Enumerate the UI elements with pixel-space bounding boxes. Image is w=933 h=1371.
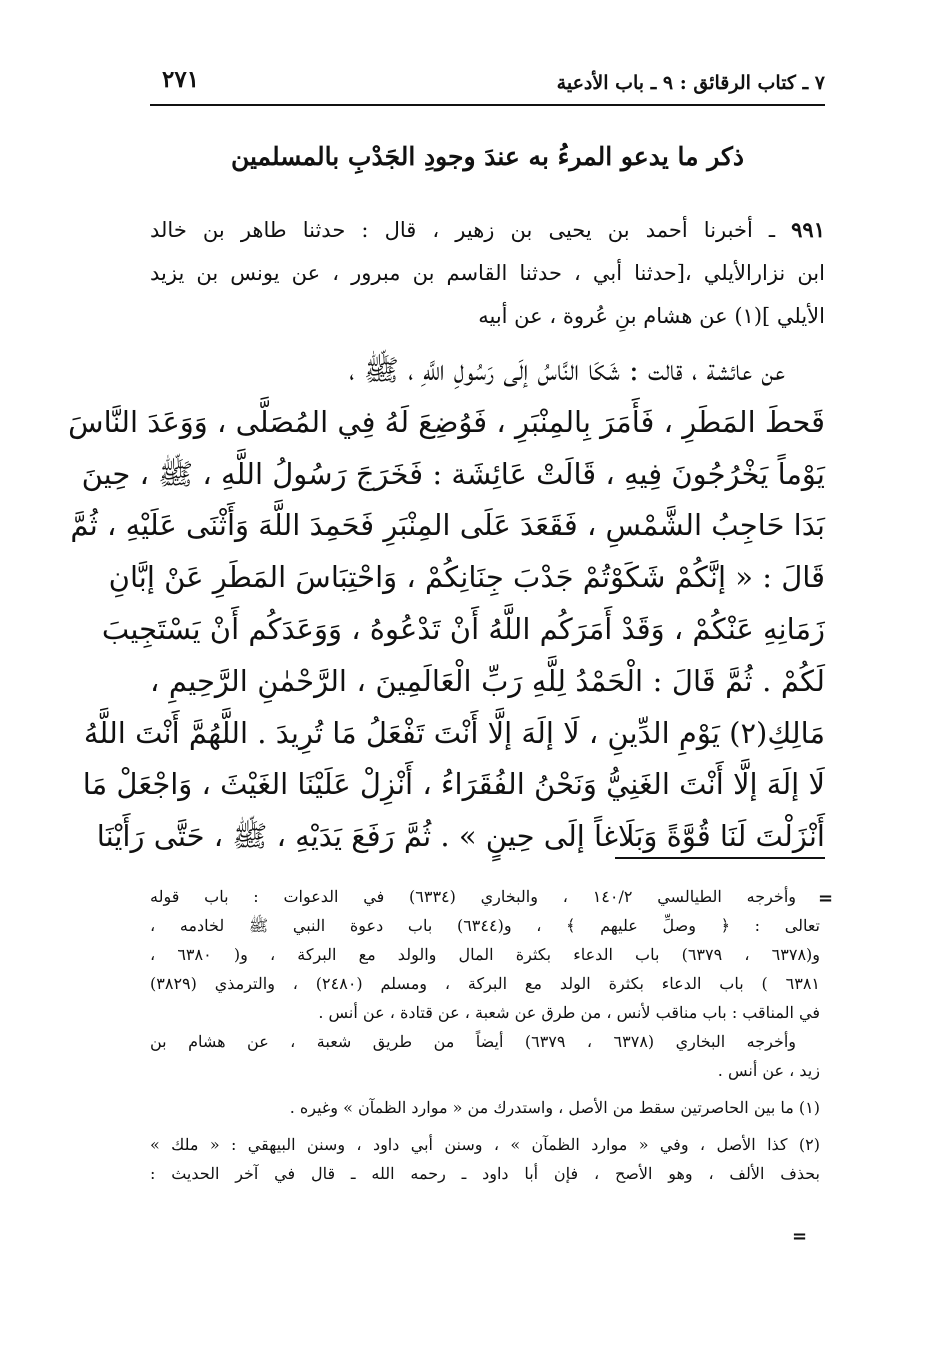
- isnad-line: [150, 208, 825, 252]
- isnad-text: ـ أخبرنا أحمد بن يحيى بن زهير ، قال : حدثنا طاهر بن خالد: [150, 218, 792, 242]
- footnote-line: و(٦٣٧٨ ، ٦٣٧٩) باب الدعاء بكثرة المال والولد مع البركة ، و( ٦٣٨٠ ،: [150, 945, 821, 964]
- footnote-2-line: بحذف الألف ، وهو الأصح ، فإن أبا داود ـ رحمه الله ـ قال في آخر الحديث :: [150, 1164, 820, 1183]
- isnad-paragraph: [150, 208, 825, 338]
- page-header: [150, 62, 825, 102]
- page-number: ٢٧١: [162, 66, 200, 93]
- isnad-line: الأيلي ](١) عن هشام بنِ عُروة ، عن أبيه: [478, 304, 825, 328]
- footnote-line: وأخرجه الطيالسي ١٤٠/٢ ، والبخاري (٦٣٣٤) في الدعوات : باب قوله: [150, 887, 796, 906]
- hadith-line: لَا إلَهَ إلَّا أَنْتَ الغَنِيُّ وَنَحْنُ الفُقَرَاءُ ، أَنْزِلْ عَلَيْنَا الغَيْثَ ، وَاجْعَلْ مَا: [82, 767, 825, 802]
- continuation-mark-top: =: [818, 888, 834, 909]
- hadith-line: بَدَا حَاجِبُ الشَّمْسِ ، فَقَعَدَ عَلَى المِنْبَرِ فَحَمِدَ اللَّهَ وَأَثْنَى عَلَيْهِ ، ثُمَّ: [70, 508, 825, 543]
- hadith-line: أَنْزَلْتَ لَنَا قُوَّةً وَبَلَاغاً إلَى حِينٍ » . ثُمَّ رَفَعَ يَدَيْهِ ، ﷺ ، حَتَّى رَأَيْنَا: [96, 819, 825, 854]
- hadith-text: [68, 345, 825, 863]
- footnote-line: وأخرجه البخاري (٦٣٧٨ ، ٦٣٧٩) أيضاً من طريق شعبة ، عن هشام بن: [150, 1032, 797, 1051]
- hadith-line: قَحطَ المَطَرِ ، فَأَمَرَ بِالمِنْبَرِ ، فَوُضِعَ لَهُ فِي المُصَلَّى ، وَوَعَدَ النَّاسَ: [68, 404, 825, 439]
- hadith-line: قَالَ : « إنَّكُمْ شَكَوْتُمْ جَدْبَ جِنَانِكُمْ ، وَاحْتِبَاسَ المَطَرِ عَنْ إبَّانِ: [108, 560, 825, 595]
- hadith-line: زَمَانِهِ عَنْكُمْ ، وَقَدْ أَمَرَكُم اللَّهُ أَنْ تَدْعُوهُ ، وَوَعَدَكُم أَنْ يَسْتَجِيبَ: [101, 611, 825, 646]
- hadith-line: عن عائشة ، قالت : شَكَا النَّاسُ إلَى رَسُولِ اللَّهِ ، ﷺ ،: [349, 353, 785, 387]
- footnote-separator: [615, 857, 825, 859]
- footnote-line: تعالى : ﴿ وصلِّ عليهم ﴾ ، و(٦٣٤٤) باب دعوة النبي ﷺ لخادمه ،: [150, 916, 821, 935]
- footnote-1: (١) ما بين الحاصرتين سقط من الأصل ، واستدرك من « موارد الظمآن » وغيره .: [289, 1098, 820, 1117]
- footnote-gap: [150, 1085, 840, 1093]
- header-rule: [150, 104, 825, 106]
- footnote-2-line: (٢) كذا الأصل ، وفي « موارد الظمآن » ، وسنن أبي داود ، وسنن البيهقي : « ملك »: [150, 1135, 820, 1154]
- chapter-title: ذكر ما يدعو المرءُ به عندَ وجودِ الجَدْبِ بالمسلمين: [230, 142, 745, 171]
- footnote-line: في المناقب : باب مناقب لأنس ، من طرق عن شعبة ، عن قتادة ، عن أنس .: [318, 1003, 820, 1022]
- footnote-gap: [150, 1122, 840, 1130]
- continuation-mark-bottom: =: [792, 1226, 808, 1247]
- hadith-number: ٩٩١: [791, 217, 825, 242]
- isnad-line: ابن نزارالأيلي ،[حدثنا أبي ، حدثنا القاسم بن مبرور ، عن يونس بن يزيد: [150, 261, 825, 285]
- running-head: ٧ ـ كتاب الرقائق : ٩ ـ باب الأدعية: [556, 72, 825, 94]
- footnote-line: زيد ، عن أنس .: [717, 1061, 820, 1080]
- footnotes: [150, 882, 840, 1188]
- footnote-line: ٦٣٨١ ) باب الدعاء بكثرة الولد مع البركة ، ومسلم (٢٤٨٠) ، والترمذي (٣٨٢٩): [150, 974, 820, 993]
- hadith-line: لَكُمْ . ثُمَّ قَالَ : الْحَمْدُ لِلَّهِ رَبِّ الْعَالَمِينَ ، الرَّحْمٰنِ الرَّحِيمِ ،: [150, 663, 825, 698]
- hadith-line: مَالِكِ(٢) يَوْمِ الدِّينِ ، لَا إلَهَ إلَّا أَنْتَ تَفْعَلُ مَا تُرِيدَ . اللَّهُمَّ أَنْتَ اللَّهُ: [83, 715, 825, 750]
- hadith-line: يَوْماً يَخْرُجُونَ فِيهِ ، قَالَتْ عَائِشَة : فَخَرَجَ رَسُولُ اللَّهِ ، ﷺ ، حِينَ: [81, 456, 825, 491]
